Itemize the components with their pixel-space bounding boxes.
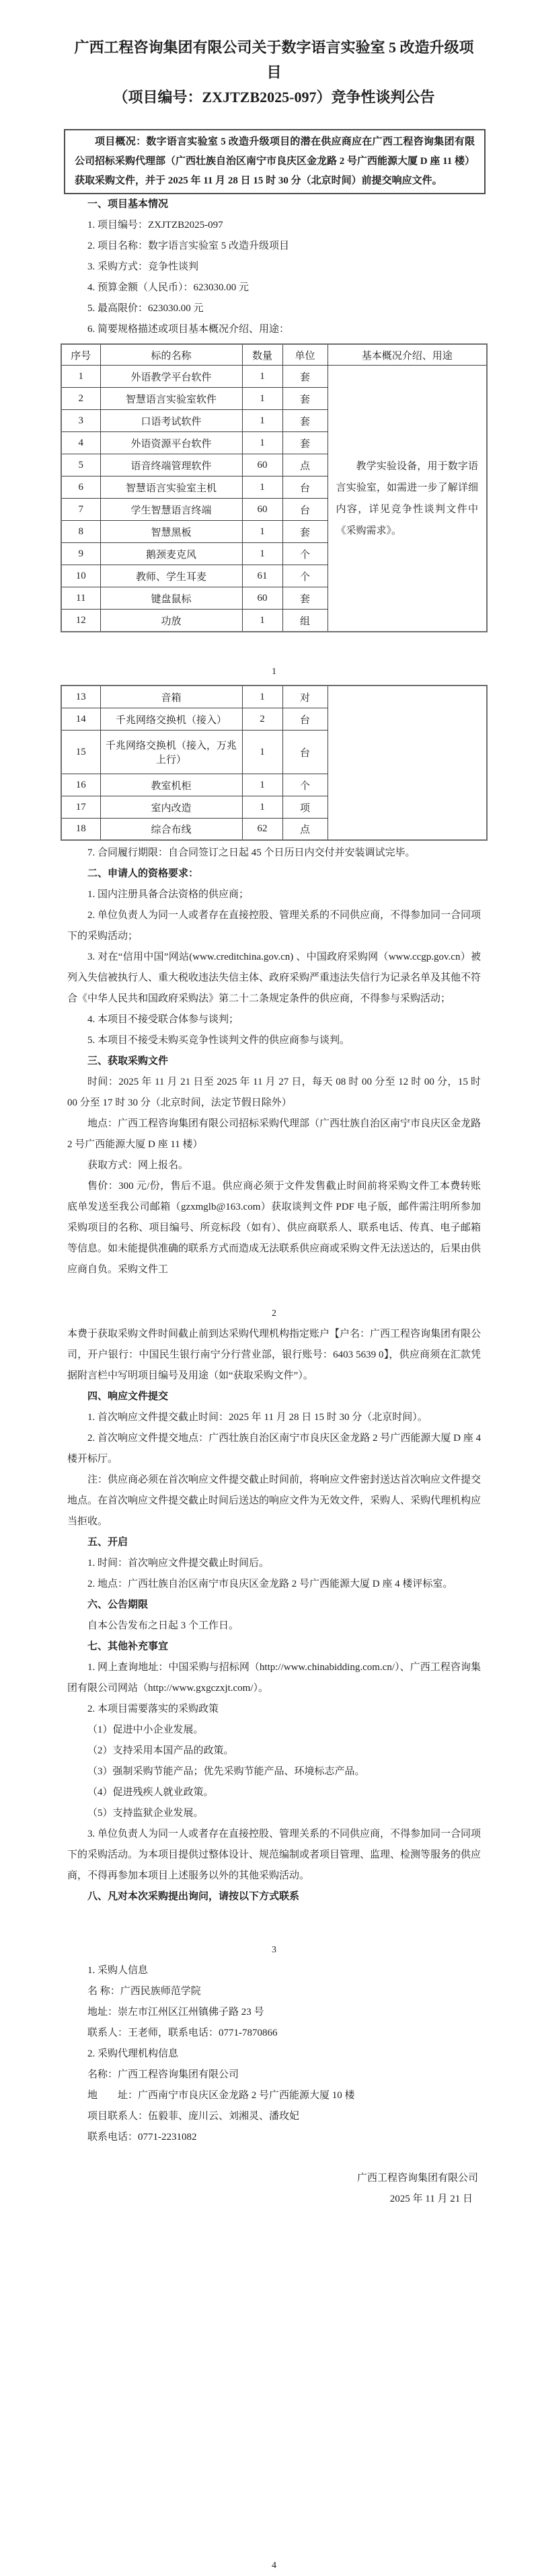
response-deadline: 1. 首次响应文件提交截止时间：2025 年 11 月 28 日 15 时 30 分（北京时间）。: [87, 1412, 428, 1423]
table-row: [61, 685, 487, 708]
section3-heading: 三、获取采购文件: [87, 1056, 169, 1067]
budget-amount: 4. 预算金额（人民币）：623030.00 元: [87, 282, 249, 293]
page-number-1: 1: [272, 667, 276, 677]
agency-info-heading: 2. 采购代理机构信息: [87, 2048, 179, 2059]
item-qty: 1: [242, 796, 282, 819]
item-qty: 1: [242, 388, 282, 410]
item-qty: 60: [242, 454, 282, 476]
title-line-1: 广西工程咨询集团有限公司关于数字语言实验室 5 改造升级项目: [74, 39, 474, 81]
item-no: 9: [61, 543, 100, 565]
item-no: 10: [61, 565, 100, 587]
item-unit: 组: [282, 610, 328, 632]
item-no: 12: [61, 610, 100, 632]
item-no: 17: [61, 796, 100, 819]
item-unit: 个: [282, 565, 328, 587]
page-number-3: 3: [272, 1945, 276, 1955]
signature-date: 2025 年 11 月 21 日: [389, 2194, 473, 2204]
item-name: 语音终端管理软件: [100, 454, 242, 476]
col-header-name: 标的名称: [100, 344, 242, 366]
items-table-page2: [61, 685, 488, 841]
item-qty: 1: [242, 543, 282, 565]
item-unit: 套: [282, 388, 328, 410]
item-no: 13: [61, 685, 100, 708]
item-qty: 1: [242, 610, 282, 632]
item-qty: 61: [242, 565, 282, 587]
item-unit: 套: [282, 366, 328, 388]
section8-heading: 八、凡对本次采购提出询问，请按以下方式联系: [87, 1891, 300, 1902]
item-qty: 1: [242, 731, 282, 774]
item-name: 鹅颈麦克风: [100, 543, 242, 565]
items-table-page1: [61, 343, 488, 632]
item-name: 智慧语言实验室软件: [100, 388, 242, 410]
opening-time: 1. 时间：首次响应文件提交截止时间后。: [87, 1558, 270, 1569]
col-header-no: 序号: [61, 344, 100, 366]
policy-1: （1）促进中小企业发展。: [87, 1725, 204, 1735]
item-name: 综合布线: [100, 819, 242, 841]
max-price: 5. 最高限价：623030.00 元: [87, 303, 204, 314]
item-unit: 个: [282, 543, 328, 565]
item-name: 智慧语言实验室主机: [100, 476, 242, 499]
document-place: 地点：广西工程咨询集团有限公司招标采购代理部（广西壮族自治区南宁市良庆区金龙路 2 号广西能源大厦 D 座 11 楼）: [67, 1118, 482, 1150]
item-no: 3: [61, 410, 100, 432]
policy-2: （2）支持采用本国产品的政策。: [87, 1745, 234, 1756]
item-name: 功放: [100, 610, 242, 632]
online-query-address: 1. 网上查询地址：中国采购与招标网（http://www.chinabidding.com.cn/）、广西工程咨询集团有限公司网站（http://www.gxgczxjt.com/）。: [67, 1662, 481, 1694]
section7-heading: 七、其他补充事宜: [87, 1641, 169, 1652]
page-title: [67, 35, 481, 110]
table-row: [61, 366, 487, 388]
item-no: 5: [61, 454, 100, 476]
item-name: 室内改造: [100, 796, 242, 819]
item-unit: 套: [282, 587, 328, 610]
item-qty: 1: [242, 476, 282, 499]
item-name: 音箱: [100, 685, 242, 708]
item-unit: 台: [282, 499, 328, 521]
col-header-unit: 单位: [282, 344, 328, 366]
agency-contacts: 项目联系人：伍毅菲、庞川云、刘湘灵、潘玫妃: [87, 2111, 300, 2122]
item-name: 千兆网络交换机（接入）: [100, 708, 242, 731]
signature-company: 广西工程咨询集团有限公司: [356, 2173, 478, 2184]
document-method: 获取方式：网上报名。: [87, 1160, 189, 1171]
page-number-4: 4: [272, 2561, 276, 2571]
section5-heading: 五、开启: [87, 1537, 128, 1548]
table-body-page1: [61, 366, 487, 632]
agency-phone: 联系电话：0771-2231082: [87, 2132, 197, 2143]
item-no: 18: [61, 819, 100, 841]
buyer-info-heading: 1. 采购人信息: [87, 1965, 149, 1976]
document-time: 时间：2025 年 11 月 21 日至 2025 年 11 月 27 日，每天 08 时 00 分至 12 时 00 分，15 时 00 分至 17 时 30 分（北京时间，法定节假日除外）: [67, 1077, 481, 1108]
item-qty: 62: [242, 819, 282, 841]
qualification-2: 2. 单位负责人为同一人或者存在直接控股、管理关系的不同供应商，不得参加同一合同项下的采购活动；: [67, 910, 482, 942]
item-unit: 套: [282, 521, 328, 543]
section6-heading: 六、公告期限: [87, 1599, 149, 1610]
item-unit: 项: [282, 796, 328, 819]
item-no: 8: [61, 521, 100, 543]
item-no: 1: [61, 366, 100, 388]
item-name: 键盘鼠标: [100, 587, 242, 610]
project-overview-box: 项目概况：数字语言实验室 5 改造升级项目的潜在供应商应在广西工程咨询集团有限公司招标采购代理部（广西壮族自治区南宁市良庆区金龙路 2 号广西能源大厦 D 座 11 楼）获取采购文件，并于 2025 年 11 月 28 日 15 时 30 分（北京时间）前提交响应文件。: [64, 129, 486, 194]
section4-heading: 四、响应文件提交: [87, 1391, 169, 1402]
item-name: 教师、学生耳麦: [100, 565, 242, 587]
page-number-2: 2: [272, 1308, 276, 1319]
response-note: 注：供应商必须在首次响应文件提交截止时间前，将响应文件密封送达首次响应文件提交地点。在首次响应文件提交截止时间后送达的响应文件为无效文件，采购人、采购代理机构应当拒收。: [67, 1474, 482, 1527]
buyer-contact: 联系人：王老师，联系电话：0771-7870866: [87, 2028, 278, 2038]
item-no: 7: [61, 499, 100, 521]
item-qty: 1: [242, 774, 282, 796]
item-name: 学生智慧语言终端: [100, 499, 242, 521]
item-unit: 对: [282, 685, 328, 708]
item-name: 智慧黑板: [100, 521, 242, 543]
spec-description-label: 6. 简要规格描述或项目基本概况介绍、用途：: [87, 324, 290, 335]
supplement-item-3: 3. 单位负责人为同一人或者存在直接控股、管理关系的不同供应商，不得参加同一合同项下的采购活动。为本项目提供过整体设计、规范编制或者项目管理、监理、检测等服务的供应商，不得再参加本项目上述服务以外的其他采购活动。: [67, 1829, 482, 1881]
section1-heading: 一、项目基本情况: [87, 199, 169, 210]
item-no: 15: [61, 731, 100, 774]
project-name: 2. 项目名称：数字语言实验室 5 改造升级项目: [87, 241, 290, 251]
policy-3: （3）强制采购节能产品；优先采购节能产品、环境标志产品。: [87, 1766, 365, 1777]
qualification-4: 4. 本项目不接受联合体参与谈判；: [87, 1014, 239, 1025]
qualification-1: 1. 国内注册具备合法资格的供应商；: [87, 889, 249, 900]
policy-4: （4）促进残疾人就业政策。: [87, 1787, 214, 1798]
document-price-part1: 售价：300 元/份，售后不退。供应商必须于文件发售截止时间前将采购文件工本费转账底单发送至我公司邮箱（gzxmglb@163.com）获取谈判文件 PDF 电子版，邮件需注明所参加采购项目的名称、项目编号、所竞标段（如有）、供应商联系人、联系电话、传真、电子邮箱等信息。如未能提供准确的联系方式而造成无法联系供应商或采购文件无法送达的，后果由供应商自负。采购文件工: [67, 1181, 482, 1275]
table-body-page2: [61, 685, 487, 840]
item-qty: 1: [242, 410, 282, 432]
contract-period: 7. 合同履行期限：自合同签订之日起 45 个日历日内交付并安装调试完毕。: [87, 847, 416, 858]
buyer-name: 名 称：广西民族师范学院: [87, 1986, 201, 1997]
item-unit: 点: [282, 454, 328, 476]
item-unit: 点: [282, 819, 328, 841]
project-number: 1. 项目编号：ZXJTZB2025-097: [87, 220, 223, 231]
response-place: 2. 首次响应文件提交地点：广西壮族自治区南宁市良庆区金龙路 2 号广西能源大厦 D 座 4 楼开标厅。: [67, 1433, 481, 1464]
procurement-policy-label: 2. 本项目需要落实的采购政策: [87, 1704, 219, 1714]
item-unit: 套: [282, 410, 328, 432]
item-name: 千兆网络交换机（接入，万兆上行）: [100, 731, 242, 774]
announcement-period: 自本公告发布之日起 3 个工作日。: [87, 1620, 239, 1631]
agency-name: 名称：广西工程咨询集团有限公司: [87, 2069, 239, 2080]
agency-address: 地 址：广西南宁市良庆区金龙路 2 号广西能源大厦 10 楼: [87, 2090, 355, 2101]
item-description-text: 教学实验设备，用于数字语言实验室，如需进一步了解详细内容，详见竞争性谈判文件中《采购需求》。: [336, 460, 478, 536]
col-header-desc: 基本概况介绍、用途: [328, 344, 487, 366]
item-no: 4: [61, 432, 100, 454]
item-unit: 套: [282, 432, 328, 454]
qualification-3: 3. 对在“信用中国”网站(www.creditchina.gov.cn) 、中国政府采购网（www.ccgp.gov.cn）被列入失信被执行人、重大税收违法失信主体、政府采购严重违法失信行为记录名单及其他不符合《中华人民共和国政府采购法》第二十二条规定条件的供应商，不得参与采购活动；: [67, 952, 482, 1004]
item-qty: 1: [242, 521, 282, 543]
item-qty: 1: [242, 432, 282, 454]
item-no: 2: [61, 388, 100, 410]
item-no: 14: [61, 708, 100, 731]
item-qty: 1: [242, 685, 282, 708]
col-header-qty: 数量: [242, 344, 282, 366]
item-description-merged-cell: [328, 366, 487, 632]
buyer-address: 地址：崇左市江州区江州镇佛子路 23 号: [87, 2007, 264, 2018]
item-unit: 个: [282, 774, 328, 796]
item-qty: 60: [242, 587, 282, 610]
item-name: 外语教学平台软件: [100, 366, 242, 388]
item-no: 6: [61, 476, 100, 499]
item-description-merged-cell: [328, 685, 487, 840]
item-qty: 1: [242, 366, 282, 388]
section2-heading: 二、申请人的资格要求：: [87, 868, 199, 879]
item-no: 16: [61, 774, 100, 796]
qualification-5: 5. 本项目不接受未购买竞争性谈判文件的供应商参与谈判。: [87, 1035, 350, 1046]
item-no: 11: [61, 587, 100, 610]
title-line-2: （项目编号：ZXJTZB2025-097）竞争性谈判公告: [113, 89, 435, 106]
item-qty: 2: [242, 708, 282, 731]
policy-5: （5）支持监狱企业发展。: [87, 1808, 204, 1819]
item-unit: 台: [282, 731, 328, 774]
item-unit: 台: [282, 708, 328, 731]
document-price-part2: 本费于获取采购文件时间截止前到达采购代理机构指定账户【户名：广西工程咨询集团有限公司，开户银行：中国民生银行南宁分行营业部，银行账号：6403 5639 0】，供应商须在汇款凭据附言栏中写明项目编号及用途（如“获取采购文件”）。: [67, 1329, 482, 1381]
item-unit: 台: [282, 476, 328, 499]
procurement-method: 3. 采购方式：竞争性谈判: [87, 261, 199, 272]
item-qty: 60: [242, 499, 282, 521]
item-name: 教室机柜: [100, 774, 242, 796]
table-header-row: [61, 344, 487, 366]
item-name: 口语考试软件: [100, 410, 242, 432]
opening-place: 2. 地点：广西壮族自治区南宁市良庆区金龙路 2 号广西能源大厦 D 座 4 楼评标室。: [87, 1579, 453, 1589]
item-name: 外语资源平台软件: [100, 432, 242, 454]
